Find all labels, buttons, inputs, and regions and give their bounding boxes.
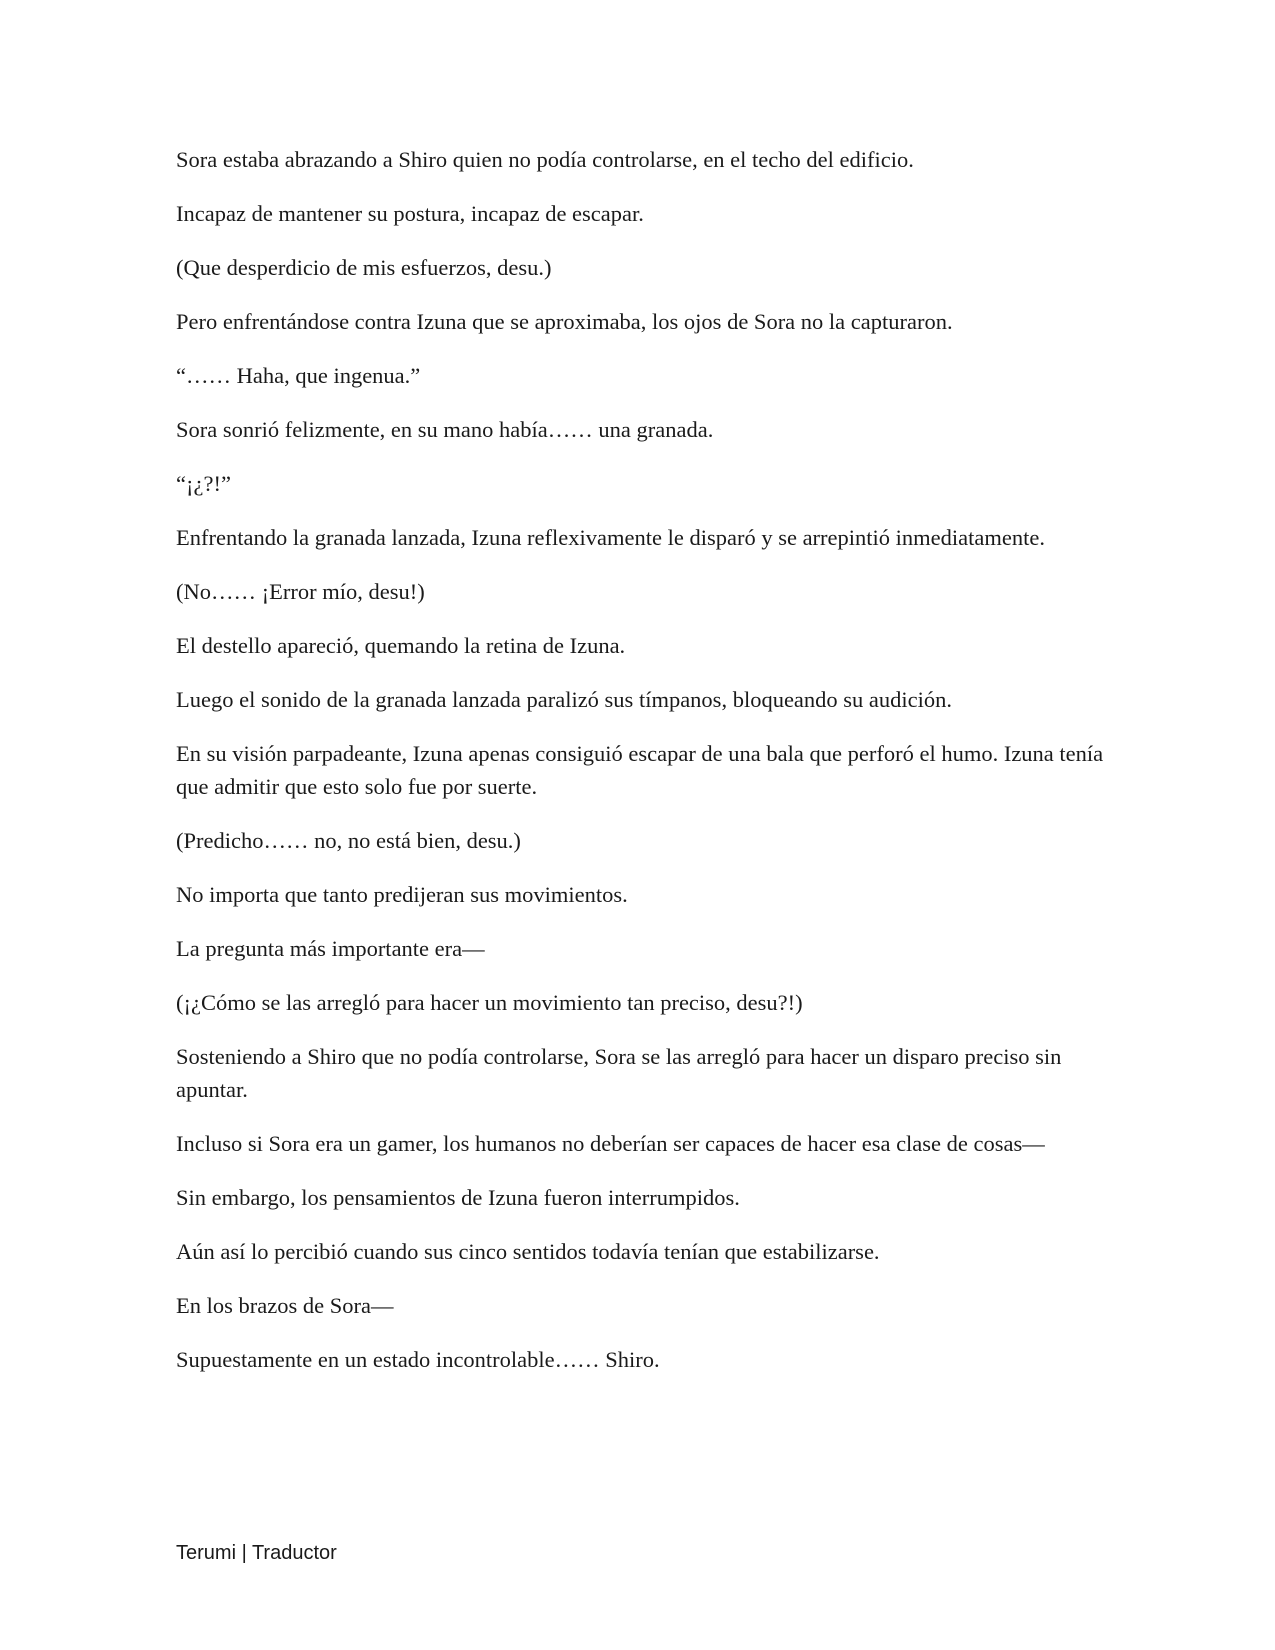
paragraph-8: Enfrentando la granada lanzada, Izuna reflexivamente le disparó y se arrepintió inmediatamente. — [176, 525, 1045, 550]
paragraph-19: Sin embargo, los pensamientos de Izuna fueron interrumpidos. — [176, 1185, 740, 1210]
paragraph-13: (Predicho…… no, no está bien, desu.) — [176, 828, 521, 853]
paragraph-7: “¡¿?!” — [176, 471, 231, 496]
page-footer: Terumi | Traductor — [176, 1542, 337, 1564]
paragraph-3: (Que desperdicio de mis esfuerzos, desu.) — [176, 255, 552, 280]
paragraph-9: (No…… ¡Error mío, desu!) — [176, 579, 425, 604]
paragraph-17: Sosteniendo a Shiro que no podía controlarse, Sora se las arregló para hacer un disparo preciso sin apuntar. — [176, 1044, 1062, 1102]
paragraph-2: Incapaz de mantener su postura, incapaz de escapar. — [176, 201, 644, 226]
paragraph-11: Luego el sonido de la granada lanzada paralizó sus tímpanos, bloqueando su audición. — [176, 687, 953, 712]
paragraph-20: Aún así lo percibió cuando sus cinco sentidos todavía tenían que estabilizarse. — [176, 1239, 880, 1264]
paragraph-1: Sora estaba abrazando a Shiro quien no podía controlarse, en el techo del edificio. — [176, 147, 914, 172]
paragraph-12: En su visión parpadeante, Izuna apenas consiguió escapar de una bala que perforó el humo. Izuna tenía que admitir que esto solo fue por suerte. — [176, 741, 1104, 799]
paragraph-5: “…… Haha, que ingenua.” — [176, 363, 421, 388]
paragraph-22: Supuestamente en un estado incontrolable…… Shiro. — [176, 1347, 660, 1372]
paragraph-10: El destello apareció, quemando la retina de Izuna. — [176, 633, 626, 658]
paragraph-15: La pregunta más importante era— — [176, 936, 485, 961]
paragraph-14: No importa que tanto predijeran sus movimientos. — [176, 882, 628, 907]
body-text — [176, 143, 1111, 1397]
paragraph-18: Incluso si Sora era un gamer, los humanos no deberían ser capaces de hacer esa clase de cosas— — [176, 1131, 1045, 1156]
paragraph-21: En los brazos de Sora— — [176, 1293, 394, 1318]
paragraph-16: (¡¿Cómo se las arregló para hacer un movimiento tan preciso, desu?!) — [176, 990, 803, 1015]
paragraph-4: Pero enfrentándose contra Izuna que se aproximaba, los ojos de Sora no la capturaron. — [176, 309, 953, 334]
paragraph-6: Sora sonrió felizmente, en su mano había…… una granada. — [176, 417, 714, 442]
